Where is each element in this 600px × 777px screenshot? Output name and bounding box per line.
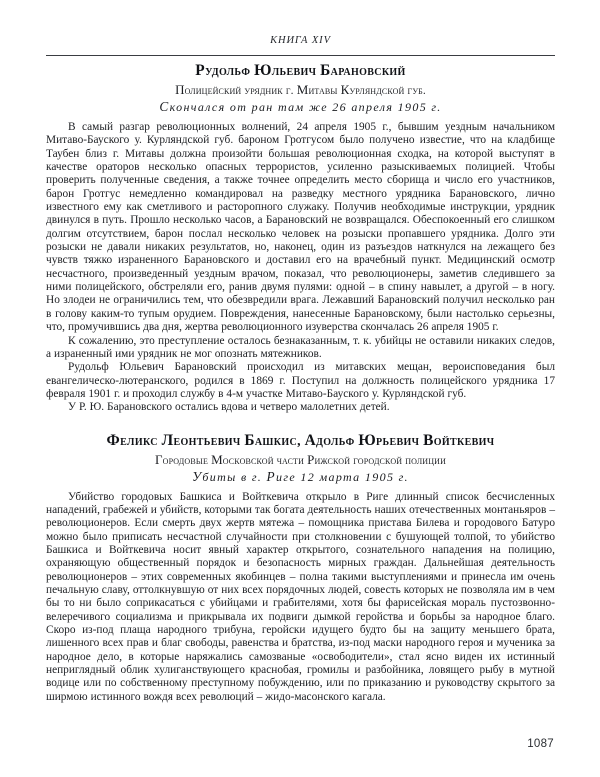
- paragraph: В самый разгар революционных волнений, 24 апреля 1905 г., бывшим уездным начальником Митаво-Бауского у. Курляндской губ. бароном Гротгусом было получено известие, что на кладбище Таубен близ г. Митавы должна произойти большая революционная сходка, на которой выступят в качестве ораторов несколько опасных террористов, усиленно разыскиваемых полицией. Чтобы проверить полученные сведения, а также точнее определить место сборища и число его участников, барон Гротгус немедленно командировал на разведку местного урядника Барановского, лично известного ему как сметливого и расторопного служаку. Получив необходимые инструкции, урядник двинулся в путь. Прошло несколько часов, а Барановский не возвращался. Обеспокоенный его слишком долгим отсутствием, барон послал несколько человек на розыски пропавшего урядника. Долго эти розыски не давали никаких результатов, но, наконец, один из разъездов наткнулся на лежащего без чувств тяжко израненного Барановского и доставил его на врачебный пункт. Медицинский осмотр несчастного, произведенный уездным врачом, показал, что революционеры, заметив следившего за ними полицейского, обстреляли его, ранив двумя пулями: одной – в спину навылет, а другой – в ногу. Но злодеи не ограничились тем, что обезвредили врага. Лежавший Барановский получил несколько ран в голову каким-то тупым орудием. Повреждения, нанесенные Барановскому, были настолько серьезны, что, промучившись два дня, жертва революционного изуверства скончалась 26 апреля 1905 г.: [46, 121, 555, 334]
- paragraph: Убийство городовых Башкиса и Войткевича открыло в Риге длинный список бесчисленных нападений, грабежей и убийств, которыми так богата деятельность наших отечественных монтаньяров – революционеров. Если смерть двух жертв мятежа – помощника пристава Билева и городового Батуро можно было приписать несчастной случайности при столкновении с бушующей толпой, то убийство Башкиса и Войткевича носит явный характер открытого, сознательного нападения на полицию, охраняющую общественный порядок и безопасность мирных граждан. Дальнейшая деятельность революционеров – этих современных якобинцев – полна такими выступлениями и принесла им очень печальную славу, оттолкнувшую от них всех порядочных людей, совесть которых не позволяла им в чем бы то ни было соприкасаться с убийцами и грабителями, хотя бы фарисейская мораль пустозвонно-велеречивого социализма и прикрывала их подвиги дымкой геройства и борьбы за народное благо. Скоро из-под плаща народного трибуна, геройски идущего будто бы на защиту меньшего брата, лишенного всех прав и благ свободы, равенства и братства, из-под маски народного героя и мученика за народное дело, в которые наряжались самозваные «освободители», стал ясно виден их истинный неприглядный облик хулиганствующего краснобая, громилы и разбойника, ловящего рыбу в мутной водице или по собственному преступному побуждению, или по приказанию и руководству скрытого за ширмою истинного вождя всех революций – жидо-масонского кагала.: [46, 490, 555, 703]
- titling-initial: В: [423, 431, 434, 449]
- page-content: [46, 62, 555, 704]
- running-header-text: КНИГА XIV: [270, 35, 331, 46]
- entry-name: Рудольф Юльевич Барановский: [195, 62, 406, 79]
- paragraph: Рудольф Юльевич Барановский происходил из митавских мещан, вероисповедания был евангелическо-лютеранского, родился в 1869 г. Поступил на должность полицейского урядника 17 февраля 1901 г. и проходил службу в 4-м участке Митаво-Бауского у. Курляндской губ.: [46, 361, 555, 400]
- titling-initial: Б: [244, 431, 255, 449]
- entry-name: Феликс Леонтьевич Башкис, Адольф Юрьевич Войткевич: [106, 431, 495, 449]
- entry-fate: Скончался от ран там же 26 апреля 1905 г.: [159, 99, 442, 114]
- titling-initial: А: [304, 431, 317, 449]
- titling-initial: Г: [154, 451, 163, 467]
- titling-initial: Б: [320, 62, 331, 79]
- titling-initial: С: [159, 99, 170, 114]
- paragraph: У Р. Ю. Барановского остались вдова и четверо малолетних детей.: [68, 401, 390, 414]
- titling-initial: Р: [195, 62, 206, 79]
- titling-initial: Р: [266, 468, 276, 484]
- entry-spacer: [46, 415, 555, 432]
- titling-initial: П: [175, 82, 185, 97]
- titling-initial: Ф: [106, 431, 121, 449]
- titling-initial: У: [192, 468, 203, 484]
- page-number: 1087: [527, 738, 554, 750]
- entry-role: Городовые Московской части Рижской городской полиции: [154, 451, 446, 467]
- titling-initial: Л: [161, 431, 174, 449]
- entry-body: [46, 121, 555, 415]
- running-header: [46, 36, 555, 47]
- entry-fate: Убиты в г. Риге 12 марта 1905 г.: [192, 468, 409, 484]
- paragraph: К сожалению, это преступление осталось безнаказанным, т. к. убийцы не оставили никаких следов, а израненный ими урядник не мог опознать мятежников.: [46, 334, 555, 360]
- entry-bashkis-voitkevich: [46, 432, 555, 705]
- titling-initial: К: [340, 82, 350, 97]
- titling-initial: Ю: [254, 62, 272, 79]
- entry-baranovsky: [46, 62, 555, 415]
- titling-initial: М: [211, 451, 223, 467]
- header-rule-divider: [46, 55, 555, 56]
- titling-initial: Ю: [358, 431, 377, 449]
- entry-body: [46, 491, 555, 705]
- titling-initial: М: [296, 82, 309, 97]
- titling-initial: Р: [307, 451, 315, 467]
- entry-role: Полицейский урядник г. Митавы Курляндской губ.: [175, 82, 426, 97]
